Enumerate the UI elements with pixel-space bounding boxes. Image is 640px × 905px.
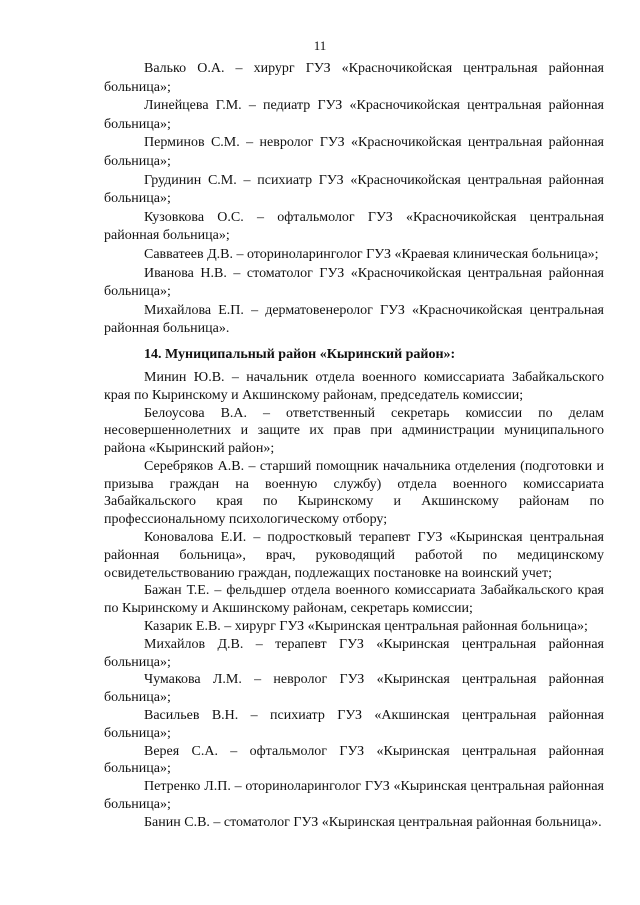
list-item: Казарик Е.В. – хирург ГУЗ «Кыринская центральная районная больница»; bbox=[144, 619, 588, 635]
list-item: Верея С.А. – офтальмолог ГУЗ «Кыринская центральная районная больница»; bbox=[104, 743, 604, 777]
list-item: Белоусова В.А. – ответственный секретарь комиссии по делам несовершеннолетних и защите их прав при администрации муниципального района «Кыринский район»; bbox=[104, 405, 604, 457]
list-item: Кузовкова О.С. – офтальмолог ГУЗ «Красночикойская центральная районная больница»; bbox=[104, 209, 604, 244]
list-item: Коновалова Е.И. – подростковый терапевт ГУЗ «Кыринская центральная районная больница», врач, руководящий работой по медицинскому освидетельствованию граждан, подлежащих постановке на воинский учет; bbox=[104, 530, 604, 581]
section-14-list bbox=[104, 369, 604, 832]
page-number: 11 bbox=[313, 38, 327, 53]
section-heading: 14. Муниципальный район «Кыринский район»: bbox=[144, 346, 456, 362]
list-item: Михайлов Д.В. – терапевт ГУЗ «Кыринская центральная районная больница»; bbox=[104, 636, 604, 670]
list-item: Васильев В.Н. – психиатр ГУЗ «Акшинская центральная районная больница»; bbox=[104, 708, 604, 741]
list-item: Савватеев Д.В. – оториноларинголог ГУЗ «Краевая клиническая больница»; bbox=[144, 246, 599, 262]
list-item: Валько О.А. – хирург ГУЗ «Красночикойская центральная районная больница»; bbox=[104, 61, 604, 95]
list-item: Чумакова Л.М. – невролог ГУЗ «Кыринская центральная районная больница»; bbox=[104, 672, 604, 706]
document-body bbox=[104, 60, 604, 832]
list-item: Грудинин С.М. – психиатр ГУЗ «Красночикойская центральная районная больница»; bbox=[104, 172, 604, 207]
list-item: Бажан Т.Е. – фельдшер отдела военного комиссариата Забайкальского края по Кыринскому и Акшинскому районам, секретарь комиссии; bbox=[104, 583, 604, 617]
section-13-list bbox=[104, 60, 604, 339]
list-item: Банин С.В. – стоматолог ГУЗ «Кыринская центральная районная больница». bbox=[144, 814, 602, 830]
list-item: Петренко Л.П. – оториноларинголог ГУЗ «Кыринская центральная районная больница»; bbox=[104, 779, 604, 813]
list-item: Минин Ю.В. – начальник отдела военного комиссариата Забайкальского края по Кыринскому и Акшинскому районам, председатель комиссии; bbox=[104, 369, 604, 403]
list-item: Серебряков А.В. – старший помощник начальника отделения (подготовки и призыва граждан на военную службу) отдела военного комиссариата Забайкальского края по Кыринскому и Акшинскому районам по профессиональному психологическому отбору; bbox=[104, 458, 604, 528]
list-item: Иванова Н.В. – стоматолог ГУЗ «Красночикойская центральная районная больница»; bbox=[104, 265, 604, 300]
list-item: Линейцева Г.М. – педиатр ГУЗ «Красночикойская центральная районная больница»; bbox=[104, 98, 604, 132]
list-item: Михайлова Е.П. – дерматовенеролог ГУЗ «Красночикойская центральная районная больница». bbox=[104, 302, 604, 337]
list-item: Перминов С.М. – невролог ГУЗ «Красночикойская центральная районная больница»; bbox=[104, 135, 604, 169]
